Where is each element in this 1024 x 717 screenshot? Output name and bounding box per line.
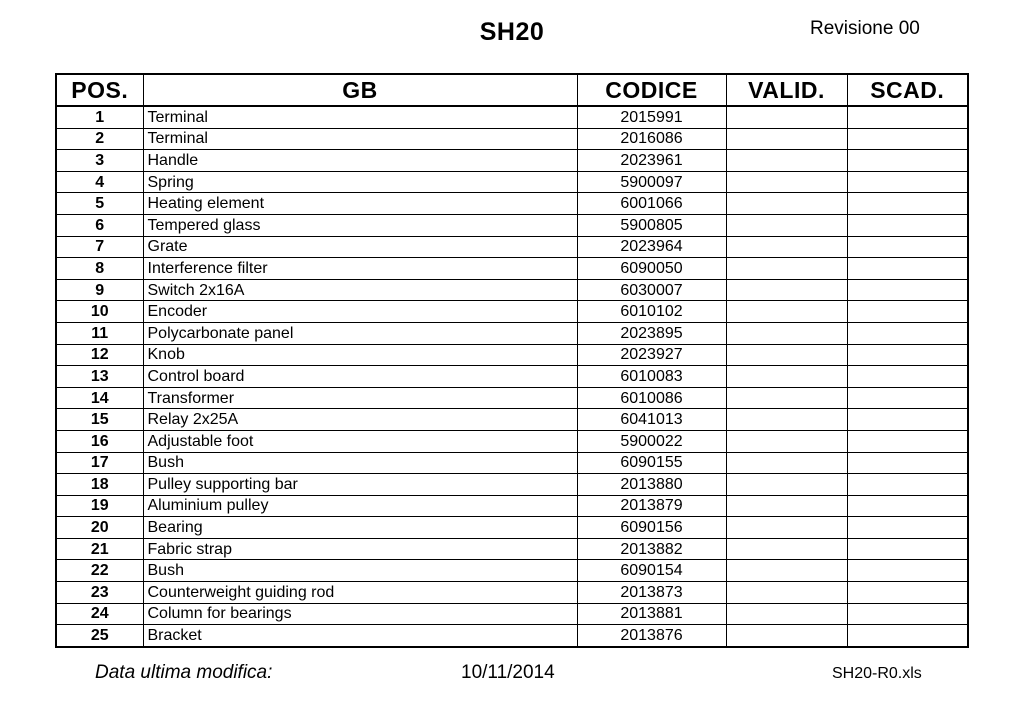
table-row (56, 344, 968, 366)
table-row (56, 150, 968, 172)
cell-expiry (847, 625, 968, 647)
cell-expiry (847, 560, 968, 582)
cell-pos: 24 (56, 603, 143, 625)
cell-description: Grate (143, 236, 577, 258)
cell-expiry (847, 150, 968, 172)
cell-expiry (847, 538, 968, 560)
cell-valid (726, 625, 847, 647)
table-row (56, 322, 968, 344)
cell-code: 2023895 (577, 322, 726, 344)
cell-pos: 20 (56, 517, 143, 539)
cell-code: 2013876 (577, 625, 726, 647)
cell-expiry (847, 409, 968, 431)
cell-code: 6090156 (577, 517, 726, 539)
cell-pos: 15 (56, 409, 143, 431)
table-row (56, 409, 968, 431)
last-modified-date: 10/11/2014 (461, 662, 555, 683)
cell-valid (726, 517, 847, 539)
cell-code: 2023927 (577, 344, 726, 366)
table-row (56, 560, 968, 582)
cell-valid (726, 474, 847, 496)
cell-expiry (847, 582, 968, 604)
cell-pos: 17 (56, 452, 143, 474)
cell-valid (726, 344, 847, 366)
cell-valid (726, 387, 847, 409)
table-row (56, 387, 968, 409)
cell-valid (726, 171, 847, 193)
cell-valid (726, 430, 847, 452)
cell-valid (726, 128, 847, 150)
cell-expiry (847, 214, 968, 236)
cell-pos: 9 (56, 279, 143, 301)
cell-description: Pulley supporting bar (143, 474, 577, 496)
header-pos: POS. (56, 74, 143, 106)
cell-code: 2013873 (577, 582, 726, 604)
cell-pos: 6 (56, 214, 143, 236)
cell-description: Bracket (143, 625, 577, 647)
cell-valid (726, 366, 847, 388)
cell-valid (726, 538, 847, 560)
cell-valid (726, 258, 847, 280)
cell-code: 6090155 (577, 452, 726, 474)
cell-description: Bearing (143, 517, 577, 539)
header-gb: GB (143, 74, 577, 106)
cell-expiry (847, 387, 968, 409)
cell-expiry (847, 344, 968, 366)
cell-expiry (847, 322, 968, 344)
table-row (56, 495, 968, 517)
cell-expiry (847, 171, 968, 193)
cell-valid (726, 106, 847, 128)
cell-pos: 22 (56, 560, 143, 582)
table-row (56, 430, 968, 452)
revision-label: Revisione 00 (810, 18, 920, 39)
table-row (56, 366, 968, 388)
cell-expiry (847, 301, 968, 323)
cell-code: 2016086 (577, 128, 726, 150)
cell-code: 2023961 (577, 150, 726, 172)
cell-pos: 13 (56, 366, 143, 388)
header-scad: SCAD. (847, 74, 968, 106)
cell-description: Bush (143, 560, 577, 582)
cell-valid (726, 279, 847, 301)
cell-valid (726, 193, 847, 215)
cell-valid (726, 452, 847, 474)
cell-code: 6030007 (577, 279, 726, 301)
cell-pos: 11 (56, 322, 143, 344)
cell-description: Handle (143, 150, 577, 172)
cell-valid (726, 409, 847, 431)
cell-expiry (847, 430, 968, 452)
cell-pos: 1 (56, 106, 143, 128)
cell-description: Column for bearings (143, 603, 577, 625)
cell-expiry (847, 474, 968, 496)
cell-pos: 19 (56, 495, 143, 517)
cell-expiry (847, 279, 968, 301)
cell-description: Counterweight guiding rod (143, 582, 577, 604)
table-row (56, 301, 968, 323)
cell-valid (726, 560, 847, 582)
cell-code: 5900022 (577, 430, 726, 452)
cell-valid (726, 495, 847, 517)
cell-valid (726, 236, 847, 258)
cell-pos: 10 (56, 301, 143, 323)
cell-description: Control board (143, 366, 577, 388)
table-row (56, 603, 968, 625)
cell-expiry (847, 366, 968, 388)
cell-valid (726, 214, 847, 236)
header-valid: VALID. (726, 74, 847, 106)
cell-pos: 25 (56, 625, 143, 647)
cell-pos: 12 (56, 344, 143, 366)
cell-pos: 18 (56, 474, 143, 496)
cell-code: 5900097 (577, 171, 726, 193)
cell-valid (726, 322, 847, 344)
cell-description: Bush (143, 452, 577, 474)
cell-description: Switch 2x16A (143, 279, 577, 301)
cell-description: Adjustable foot (143, 430, 577, 452)
file-name: SH20-R0.xls (832, 665, 922, 682)
cell-pos: 2 (56, 128, 143, 150)
cell-description: Transformer (143, 387, 577, 409)
table-row (56, 625, 968, 647)
cell-code: 2015991 (577, 106, 726, 128)
cell-expiry (847, 495, 968, 517)
cell-pos: 8 (56, 258, 143, 280)
cell-code: 6041013 (577, 409, 726, 431)
cell-pos: 4 (56, 171, 143, 193)
table-row (56, 258, 968, 280)
cell-valid (726, 603, 847, 625)
cell-pos: 14 (56, 387, 143, 409)
cell-description: Terminal (143, 106, 577, 128)
cell-description: Encoder (143, 301, 577, 323)
cell-description: Fabric strap (143, 538, 577, 560)
cell-code: 6010102 (577, 301, 726, 323)
cell-expiry (847, 236, 968, 258)
cell-pos: 21 (56, 538, 143, 560)
document-title: SH20 (479, 18, 545, 46)
cell-code: 2023964 (577, 236, 726, 258)
cell-description: Interference filter (143, 258, 577, 280)
cell-pos: 5 (56, 193, 143, 215)
table-row (56, 214, 968, 236)
cell-description: Knob (143, 344, 577, 366)
table-row (56, 236, 968, 258)
table-row (56, 538, 968, 560)
cell-description: Polycarbonate panel (143, 322, 577, 344)
cell-valid (726, 582, 847, 604)
table-header-row (56, 74, 968, 106)
cell-pos: 7 (56, 236, 143, 258)
cell-code: 2013879 (577, 495, 726, 517)
table-row (56, 582, 968, 604)
cell-expiry (847, 258, 968, 280)
cell-expiry (847, 106, 968, 128)
cell-valid (726, 301, 847, 323)
table-body (56, 106, 968, 647)
cell-description: Spring (143, 171, 577, 193)
table-row (56, 106, 968, 128)
cell-description: Aluminium pulley (143, 495, 577, 517)
cell-code: 6090050 (577, 258, 726, 280)
table-row (56, 193, 968, 215)
cell-code: 5900805 (577, 214, 726, 236)
cell-pos: 23 (56, 582, 143, 604)
cell-code: 6001066 (577, 193, 726, 215)
cell-code: 2013880 (577, 474, 726, 496)
cell-description: Tempered glass (143, 214, 577, 236)
table-row (56, 279, 968, 301)
cell-code: 2013881 (577, 603, 726, 625)
cell-expiry (847, 452, 968, 474)
header-codice: CODICE (577, 74, 726, 106)
cell-code: 6010083 (577, 366, 726, 388)
table-row (56, 128, 968, 150)
cell-code: 6090154 (577, 560, 726, 582)
cell-expiry (847, 603, 968, 625)
parts-table (55, 73, 969, 648)
cell-description: Terminal (143, 128, 577, 150)
cell-expiry (847, 128, 968, 150)
table-row (56, 171, 968, 193)
cell-description: Heating element (143, 193, 577, 215)
cell-description: Relay 2x25A (143, 409, 577, 431)
cell-code: 2013882 (577, 538, 726, 560)
cell-expiry (847, 193, 968, 215)
cell-code: 6010086 (577, 387, 726, 409)
cell-expiry (847, 517, 968, 539)
cell-pos: 3 (56, 150, 143, 172)
table-row (56, 517, 968, 539)
table-row (56, 452, 968, 474)
cell-valid (726, 150, 847, 172)
table-row (56, 474, 968, 496)
last-modified-label: Data ultima modifica: (95, 662, 273, 683)
cell-pos: 16 (56, 430, 143, 452)
